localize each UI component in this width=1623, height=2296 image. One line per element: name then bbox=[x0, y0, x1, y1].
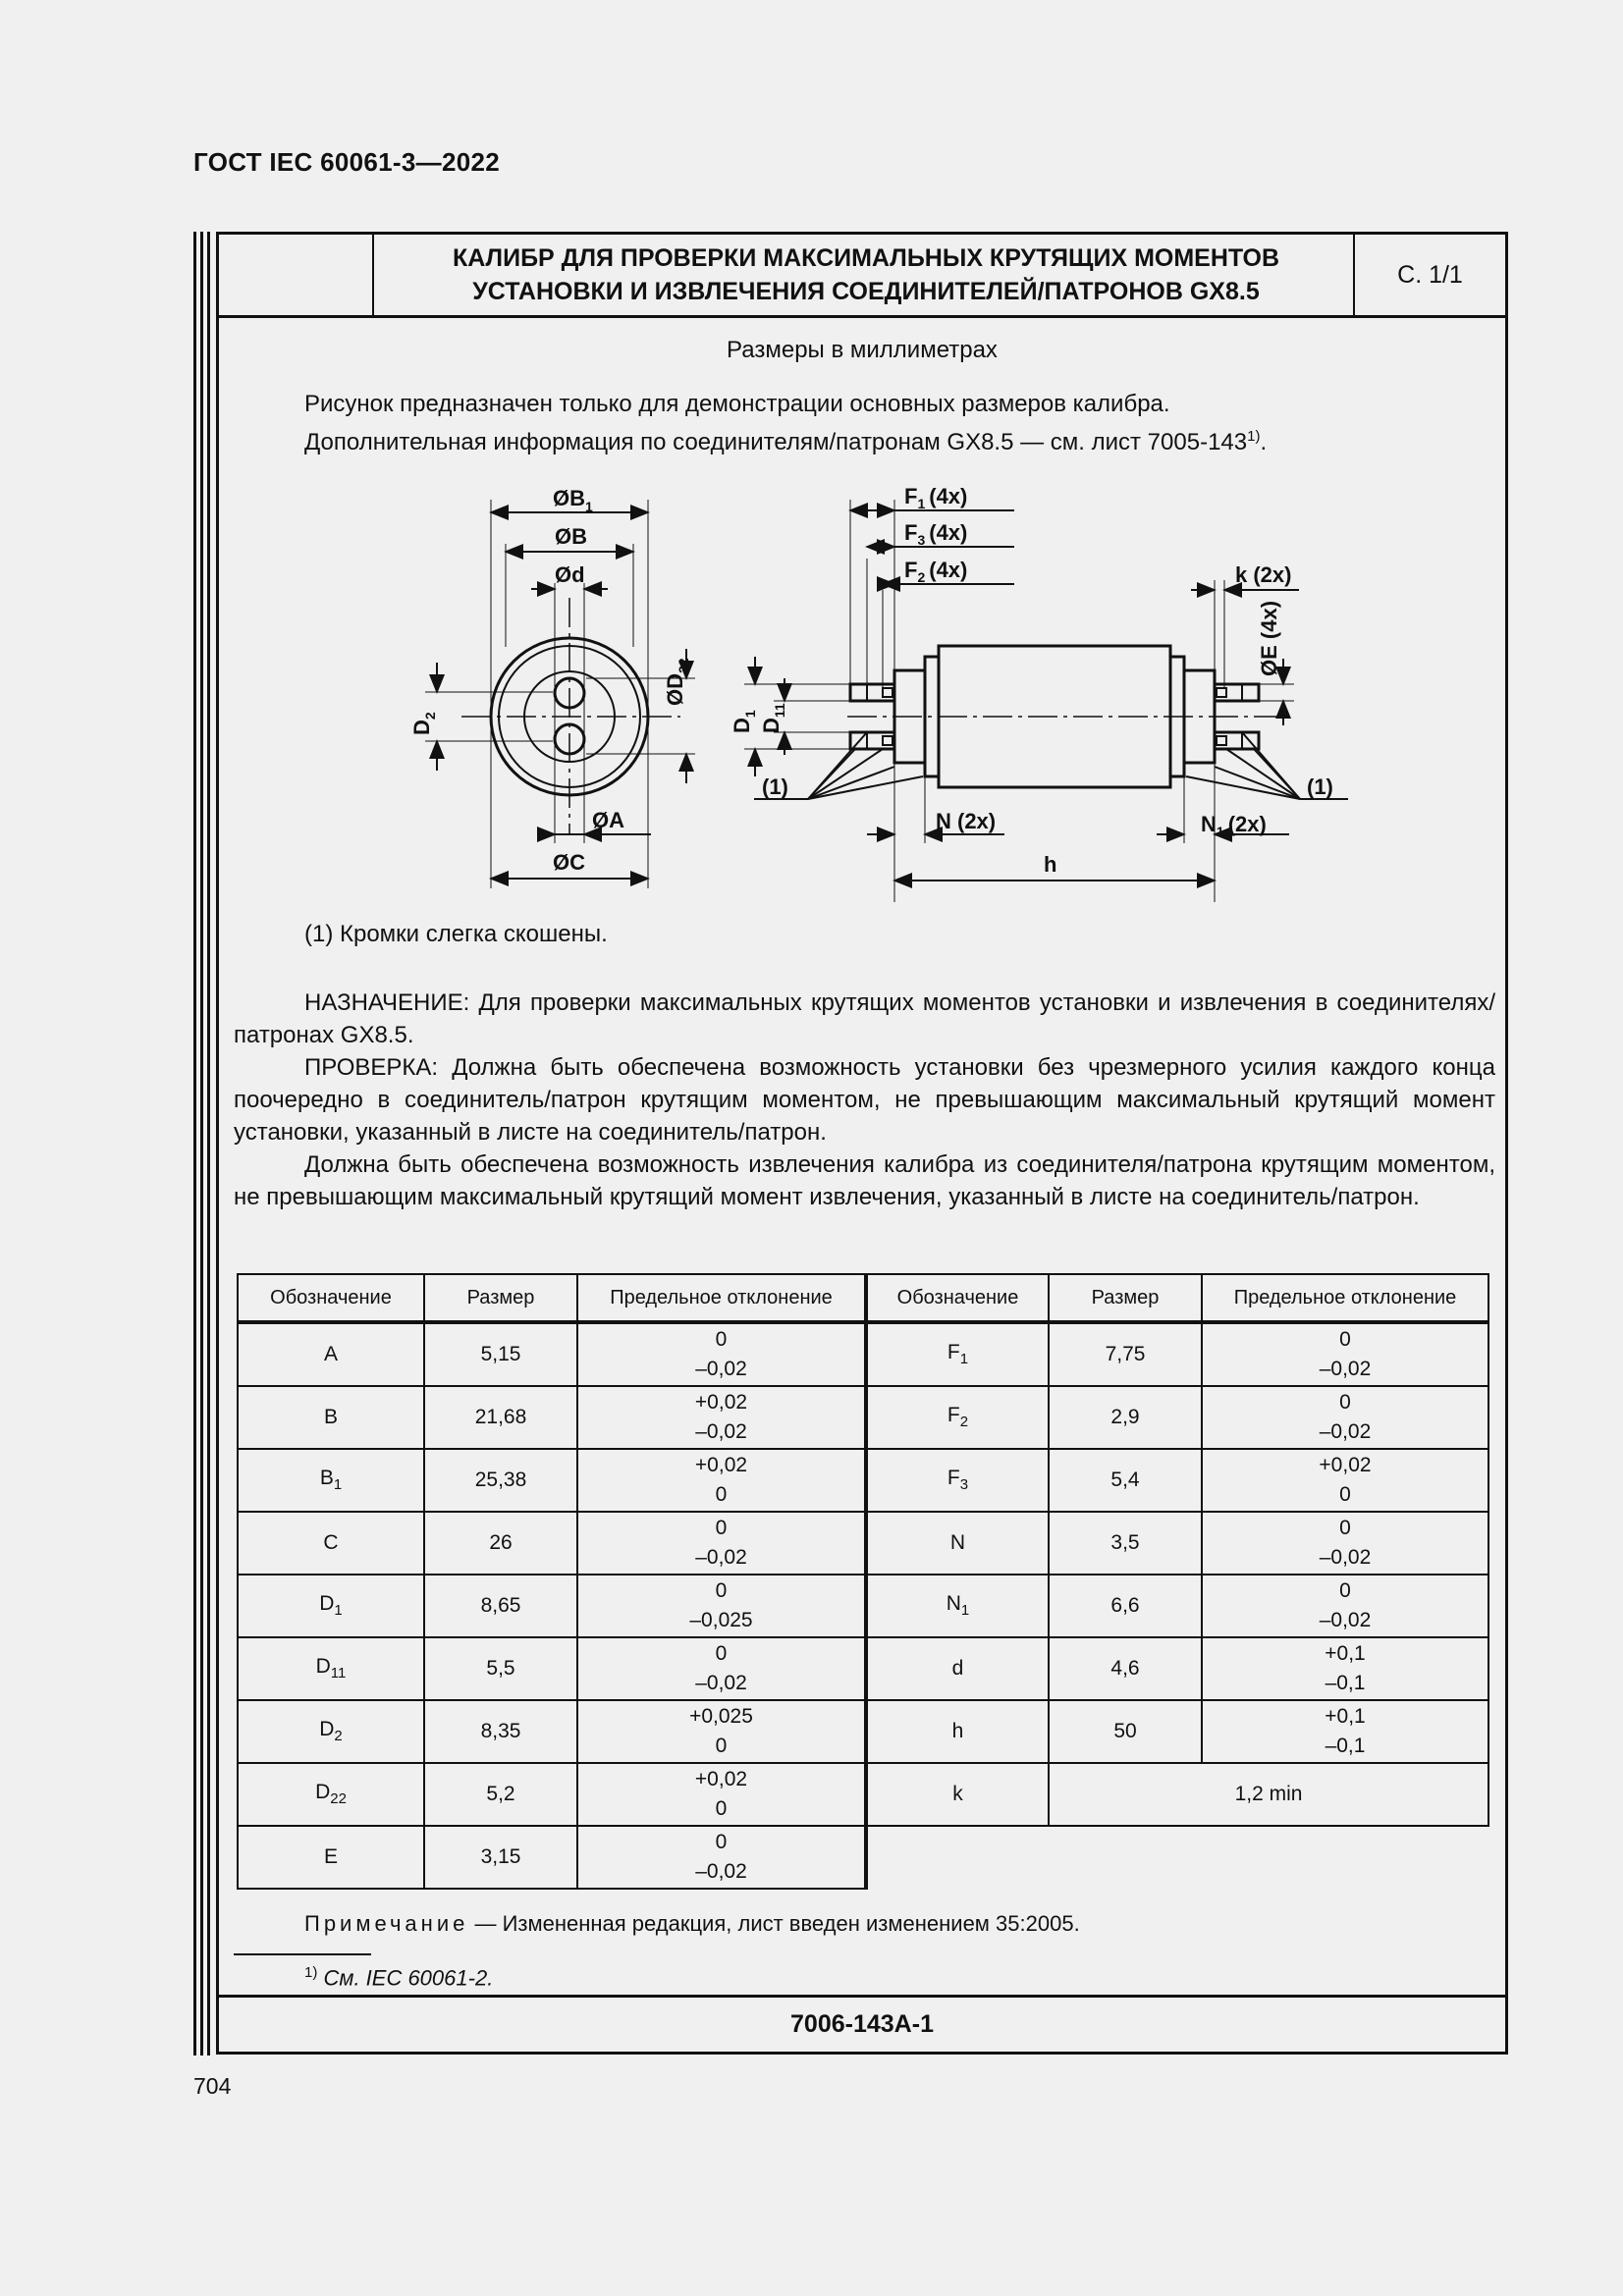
deviation-cell: +0,02 0 bbox=[577, 1763, 866, 1826]
table-row bbox=[238, 1637, 1488, 1700]
table-header-cell: Предельное отклонение bbox=[577, 1274, 866, 1322]
purpose-text: НАЗНАЧЕНИЕ: Для проверки максимальных крутящих моментов установки и извлечения в соединителях/патронах GX8.5. bbox=[234, 989, 1495, 1048]
margin-line bbox=[207, 232, 210, 2056]
pin-right-top bbox=[1215, 684, 1259, 701]
size-cell: 6,6 bbox=[1049, 1575, 1202, 1637]
symbol-cell: B bbox=[238, 1386, 424, 1449]
table-row bbox=[238, 1575, 1488, 1637]
symbol-cell: C bbox=[238, 1512, 424, 1575]
symbol-cell: h bbox=[866, 1700, 1049, 1763]
table-row bbox=[238, 1700, 1488, 1763]
size-cell: 2,9 bbox=[1049, 1386, 1202, 1449]
dimensions-table bbox=[237, 1273, 1489, 1890]
deviation-cell: 0 –0,02 bbox=[577, 1826, 866, 1889]
label-mark-left: (1) bbox=[762, 774, 788, 799]
size-cell: 3,5 bbox=[1049, 1512, 1202, 1575]
size-cell: 8,65 bbox=[424, 1575, 577, 1637]
label-B: ØB bbox=[555, 524, 587, 549]
deviation-cell: 0 –0,02 bbox=[1202, 1322, 1488, 1386]
table-header-cell: Размер bbox=[1049, 1274, 1202, 1322]
deviation-cell: 0 –0,02 bbox=[1202, 1575, 1488, 1637]
table-row bbox=[238, 1449, 1488, 1512]
sheet-code: 7006-143A-1 bbox=[219, 1995, 1505, 2052]
sheet-frame bbox=[216, 232, 1508, 2055]
size-cell: 5,5 bbox=[424, 1637, 577, 1700]
table-header-row bbox=[238, 1274, 1488, 1322]
pin-left-bottom bbox=[850, 732, 894, 749]
deviation-cell: +0,02 0 bbox=[577, 1449, 866, 1512]
symbol-cell: $N_1$ bbox=[866, 1575, 1049, 1637]
symbol-cell: $F_3$ bbox=[866, 1449, 1049, 1512]
label-A: ØA bbox=[592, 808, 624, 832]
size-cell: 5,2 bbox=[424, 1763, 577, 1826]
remark: Примечание — Измененная редакция, лист введен изменением 35:2005. bbox=[304, 1911, 1080, 1936]
size-cell: 5,4 bbox=[1049, 1449, 1202, 1512]
footnote: $^{1)}$ См. IEC 60061-2. bbox=[304, 1964, 494, 1991]
label-C: ØC bbox=[553, 850, 585, 875]
symbol-cell: k bbox=[866, 1763, 1049, 1826]
sheet-number: С. 1/1 bbox=[1353, 235, 1505, 315]
symbol-cell: $D_{11}$ bbox=[238, 1637, 424, 1700]
label-F3: $F_3$ (4x) bbox=[904, 520, 968, 548]
symbol-cell: N bbox=[866, 1512, 1049, 1575]
table-row bbox=[238, 1512, 1488, 1575]
size-cell: 26 bbox=[424, 1512, 577, 1575]
empty-cell bbox=[866, 1826, 1488, 1889]
size-cell: 8,35 bbox=[424, 1700, 577, 1763]
label-d: Ød bbox=[555, 562, 585, 587]
deviation-cell: 0 –0,02 bbox=[1202, 1512, 1488, 1575]
table-row bbox=[238, 1322, 1488, 1386]
table-header-cell: Предельное отклонение bbox=[1202, 1274, 1488, 1322]
sheet-title-line1: КАЛИБР ДЛЯ ПРОВЕРКИ МАКСИМАЛЬНЫХ КРУТЯЩИХ МОМЕНТОВ bbox=[452, 244, 1280, 272]
deviation-cell: 0 –0,02 bbox=[1202, 1386, 1488, 1449]
footnote-ref: 1) bbox=[1247, 428, 1261, 445]
deviation-cell: 0 –0,02 bbox=[577, 1512, 866, 1575]
symbol-cell: $D_1$ bbox=[238, 1575, 424, 1637]
size-cell: 3,15 bbox=[424, 1826, 577, 1889]
table-header-cell: Обозначение bbox=[238, 1274, 424, 1322]
check-text-1: ПРОВЕРКА: Должна быть обеспечена возможность установки без чрезмерного усилия каждого конца поочередно в соединитель/патрон крутящим моментом, не превышающим максимальный крутящий момент установки, указанный в листе на соединитель/патрон. bbox=[234, 1054, 1495, 1146]
footnote-rule bbox=[234, 1953, 371, 1955]
edges-note: (1) Кромки слегка скошены. bbox=[304, 921, 608, 947]
label-N1: $N_1$ (2x) bbox=[1201, 812, 1267, 839]
size-cell: 21,68 bbox=[424, 1386, 577, 1449]
symbol-cell: $F_2$ bbox=[866, 1386, 1049, 1449]
table-header-cell: Обозначение bbox=[866, 1274, 1049, 1322]
size-cell: 1,2 min bbox=[1049, 1763, 1488, 1826]
label-N: N (2x) bbox=[936, 809, 997, 833]
size-cell: 7,75 bbox=[1049, 1322, 1202, 1386]
pin-left-top bbox=[850, 684, 894, 701]
deviation-cell: +0,02 –0,02 bbox=[577, 1386, 866, 1449]
table-row bbox=[238, 1763, 1488, 1826]
symbol-cell: E bbox=[238, 1826, 424, 1889]
gauge-drawing bbox=[219, 235, 1505, 902]
deviation-cell: +0,025 0 bbox=[577, 1700, 866, 1763]
margin-line bbox=[193, 232, 196, 2056]
size-cell: 50 bbox=[1049, 1700, 1202, 1763]
label-E: ØE (4x) bbox=[1257, 600, 1281, 676]
intro-line2: Дополнительная информация по соединителям/патронам GX8.5 — см. лист 7005-143$^{1)}$. bbox=[304, 428, 1268, 455]
sheet-title-line2: УСТАНОВКИ И ИЗВЛЕЧЕНИЯ СОЕДИНИТЕЛЕЙ/ПАТРОНОВ GX8.5 bbox=[472, 278, 1260, 305]
table-header-cell: Размер bbox=[424, 1274, 577, 1322]
deviation-cell: 0 –0,02 bbox=[577, 1322, 866, 1386]
document-header: ГОСТ IEC 60061-3—2022 bbox=[193, 147, 500, 177]
symbol-cell: $D_{22}$ bbox=[238, 1763, 424, 1826]
label-mark-right: (1) bbox=[1307, 774, 1333, 799]
table-row bbox=[238, 1826, 1488, 1889]
size-cell: 4,6 bbox=[1049, 1637, 1202, 1700]
symbol-cell: $B_1$ bbox=[238, 1449, 424, 1512]
page-number: 704 bbox=[193, 2073, 232, 2099]
label-k: k (2x) bbox=[1235, 562, 1292, 587]
symbol-cell: $D_2$ bbox=[238, 1700, 424, 1763]
intro-line1: Рисунок предназначен только для демонстрации основных размеров калибра. bbox=[304, 391, 1170, 417]
label-D2: $D_2$ bbox=[409, 712, 438, 735]
label-F2: $F_2$ (4x) bbox=[904, 558, 968, 585]
label-B1: $ØB_1$ bbox=[553, 486, 593, 514]
deviation-cell: +0,1 –0,1 bbox=[1202, 1700, 1488, 1763]
label-h: h bbox=[1044, 852, 1057, 877]
table-row bbox=[238, 1386, 1488, 1449]
label-F1: $F_1$ (4x) bbox=[904, 484, 968, 511]
label-D11: $D_{11}$ bbox=[759, 703, 787, 733]
pin-right-bottom bbox=[1215, 732, 1259, 749]
size-cell: 25,38 bbox=[424, 1449, 577, 1512]
size-cell: 5,15 bbox=[424, 1322, 577, 1386]
units-caption: Размеры в миллиметрах bbox=[727, 337, 998, 363]
label-D22: $ØD_{22}$ bbox=[663, 658, 691, 706]
deviation-cell: +0,02 0 bbox=[1202, 1449, 1488, 1512]
deviation-cell: +0,1 –0,1 bbox=[1202, 1637, 1488, 1700]
symbol-cell: d bbox=[866, 1637, 1049, 1700]
symbol-cell: $F_1$ bbox=[866, 1322, 1049, 1386]
symbol-cell: A bbox=[238, 1322, 424, 1386]
deviation-cell: 0 –0,025 bbox=[577, 1575, 866, 1637]
margin-line bbox=[200, 232, 203, 2056]
deviation-cell: 0 –0,02 bbox=[577, 1637, 866, 1700]
label-D1: $D_1$ bbox=[730, 710, 758, 733]
check-text-2: Должна быть обеспечена возможность извлечения калибра из соединителя/патрона крутящим моментом, не превышающим максимальный крутящий момент извлечения, указанный в листе на соединитель/патрон. bbox=[234, 1151, 1495, 1210]
